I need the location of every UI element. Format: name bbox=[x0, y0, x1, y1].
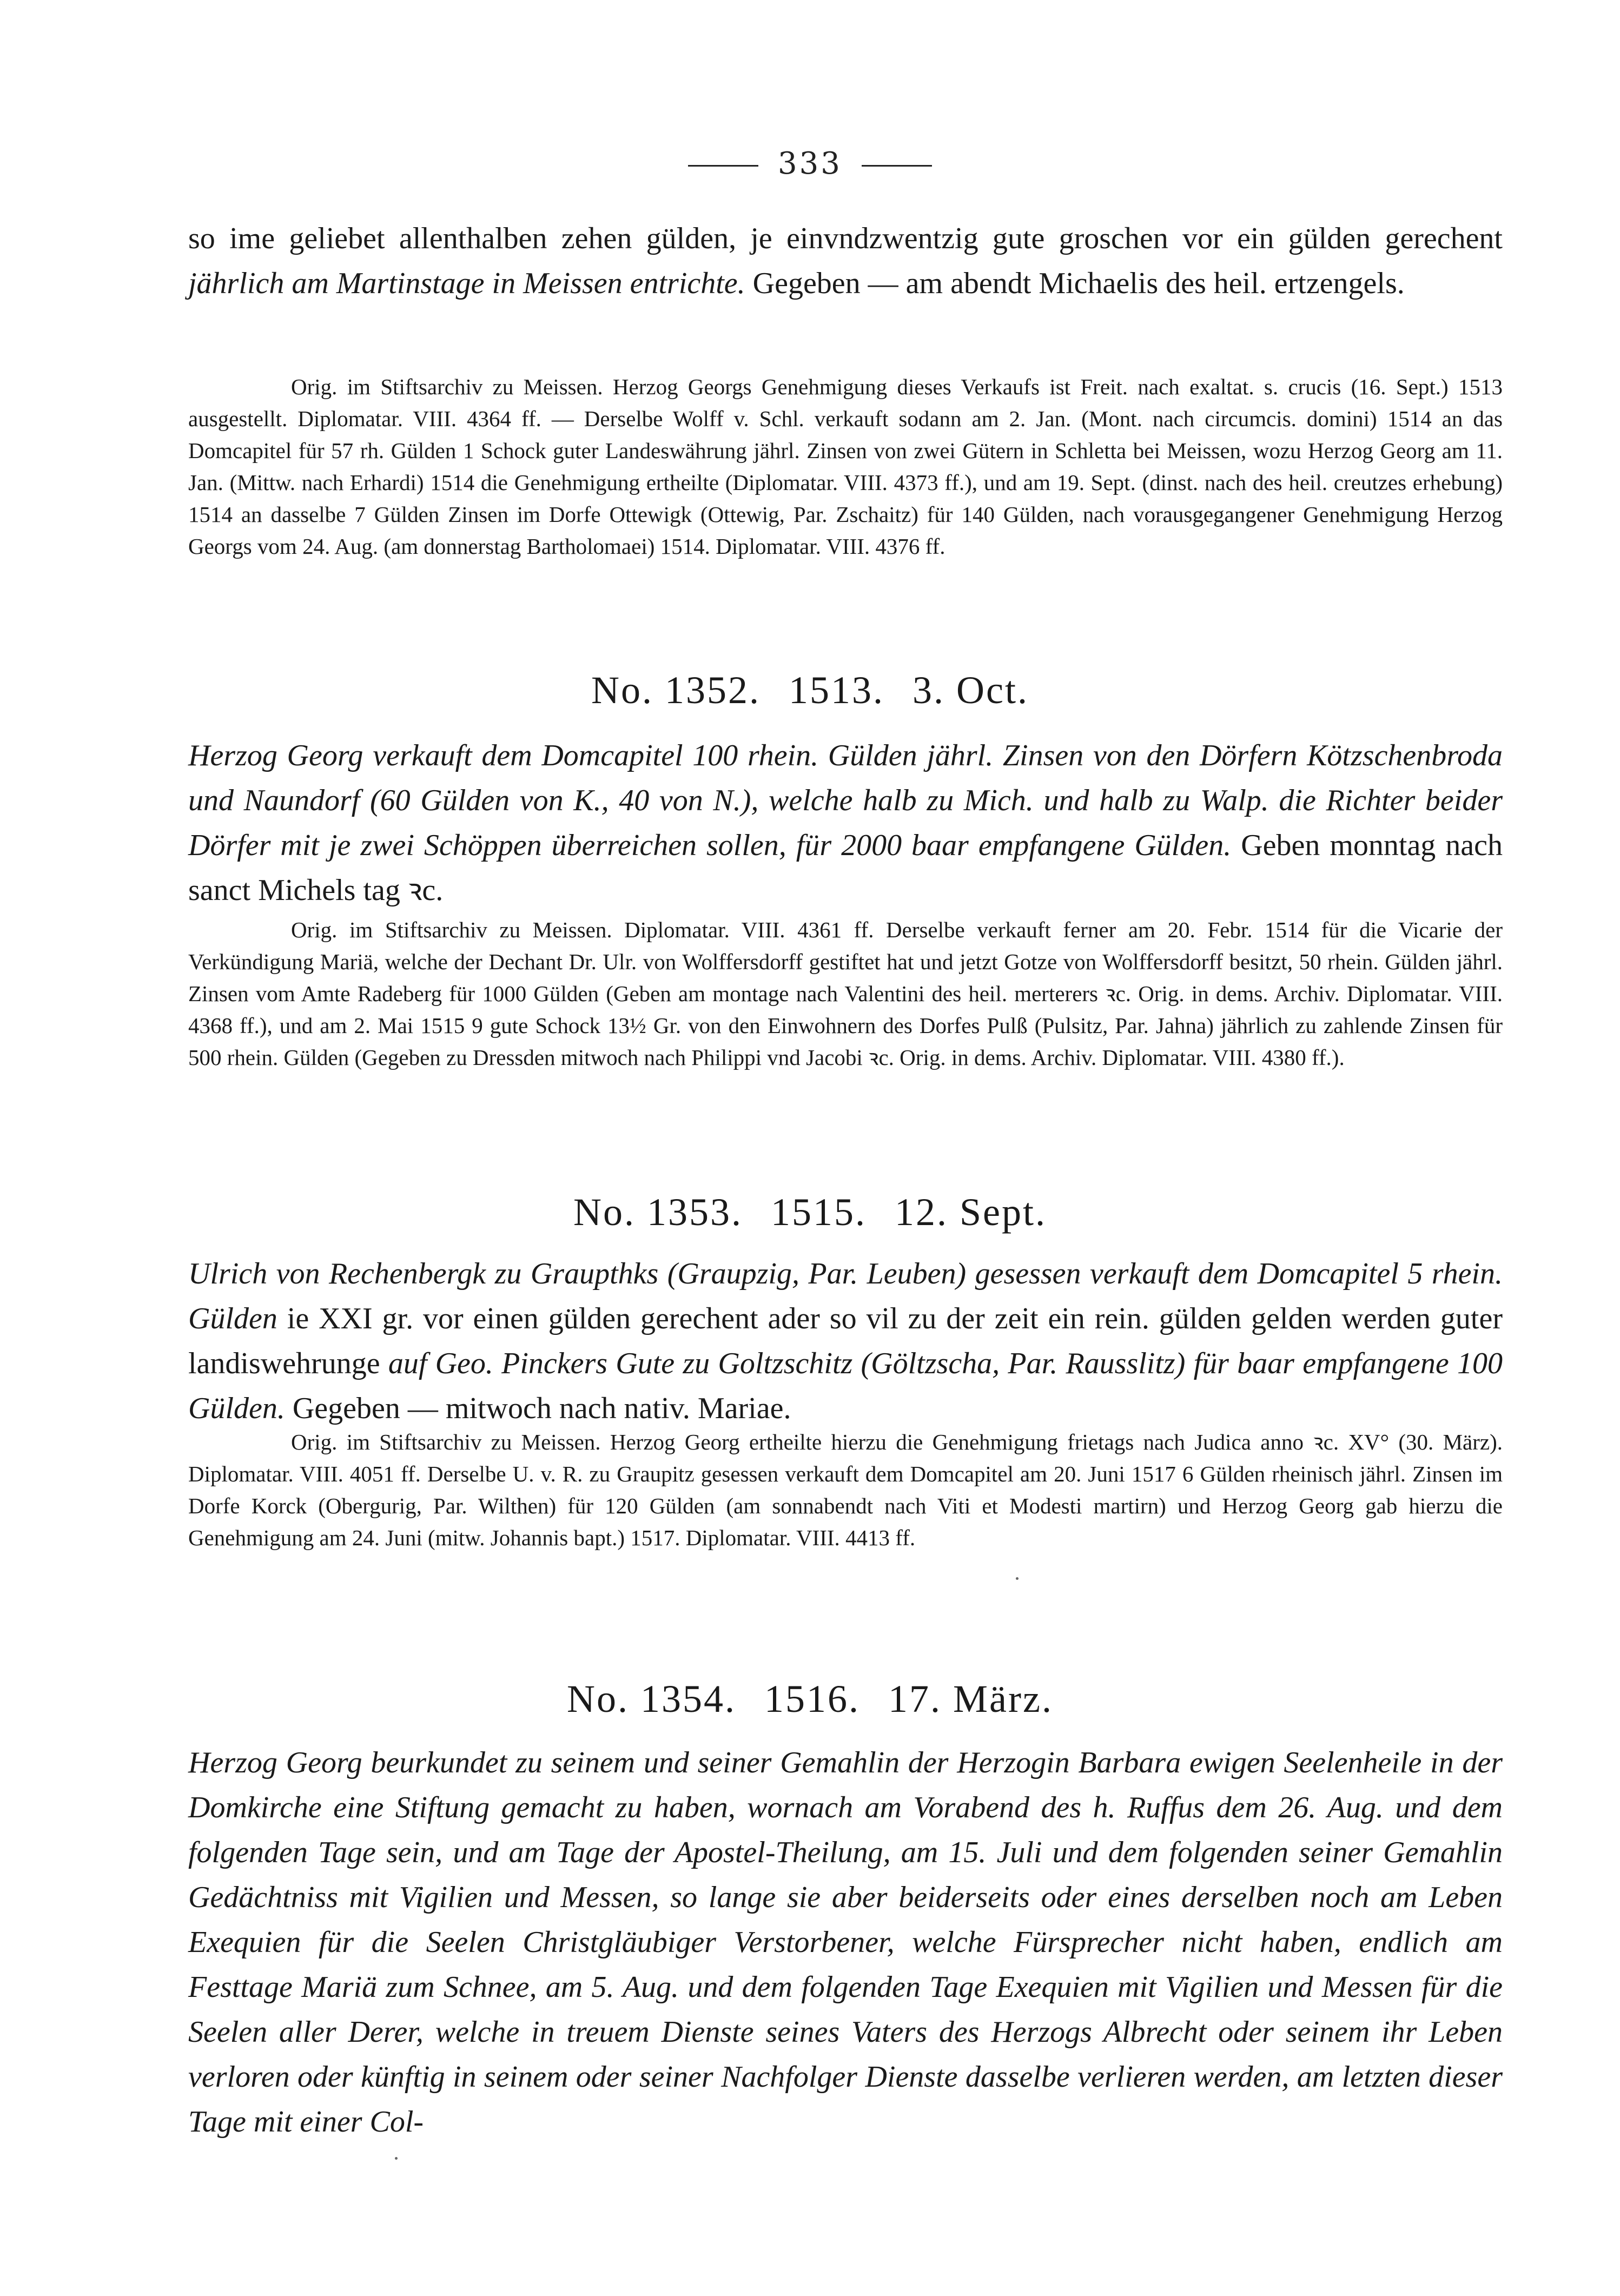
entry-note-1353 bbox=[188, 1426, 1503, 1554]
entry-regest-italic-2: auf Geo. Pinckers Gute zu Goltzschitz (Göltzscha, Par. Rausslitz) für baar empfangene 100 Gülden. bbox=[188, 1347, 1503, 1425]
page-number-dash-right bbox=[862, 165, 932, 167]
entry-note-text: Orig. im Stiftsarchiv zu Meissen. Diplomatar. VIII. 4361 ff. Derselbe verkauft ferner am 20. Febr. 1514 für die Vicarie der Verkündigung Mariä, welche der Dechant Dr. Ulr. von Wolffersdorff gestiftet hat und jetzt Gotze von Wolffersdorff besitzt, 50 rhein. Gülden jährl. Zinsen vom Amte Radeberg für 1000 Gülden (Geben am montage nach Valentini des heil. merterers ꝛc. Orig. in dems. Archiv. Diplomatar. VIII. 4368 ff.), und am 2. Mai 1515 9 gute Schock 13½ Gr. von den Einwohnern des Dorfes Pulß (Pulsitz, Par. Jahna) jährlich zu zahlende Zinsen für 500 rhein. Gülden (Gegeben zu Dressden mitwoch nach Philippi vnd Jacobi ꝛc. Orig. in dems. Archiv. Diplomatar. VIII. 4380 ff.). bbox=[188, 917, 1503, 1070]
entry-year: 1513. bbox=[789, 669, 885, 712]
entry-year: 1516. bbox=[764, 1677, 861, 1721]
intro-text-2: Gegeben — am abendt Michaelis des heil. ertzengels. bbox=[745, 267, 1405, 300]
entry-regest-italic: Ulrich von Rechenbergk zu Graupthks (Graupzig, Par. Leuben) gesessen verkauft dem Domcapitel 5 rhein. Gülden bbox=[188, 1257, 1503, 1335]
entry-regest-1352 bbox=[188, 733, 1503, 913]
entry-date: 17. März. bbox=[888, 1677, 1053, 1721]
entry-heading-1353 bbox=[0, 1190, 1620, 1235]
entry-note-text: Orig. im Stiftsarchiv zu Meissen. Herzog Georg ertheilte hierzu die Genehmigung frietags nach Judica anno ꝛc. XV° (30. März). Diplomatar. VIII. 4051 ff. Derselbe U. v. R. zu Graupitz gesessen verkauft dem Domcapitel am 20. Juni 1517 6 Gülden rheinisch jährl. Zinsen im Dorfe Korck (Obergurig, Par. Wilthen) für 120 Gülden (am sonnabendt nach Viti et Modesti martirn) und Herzog Georg gab hierzu die Genehmigung am 24. Juni (mitw. Johannis bapt.) 1517. Diplomatar. VIII. 4413 ff. bbox=[188, 1430, 1503, 1550]
intro-note bbox=[188, 371, 1503, 563]
scan-speck bbox=[395, 2157, 398, 2160]
entry-number: No. 1352. bbox=[591, 669, 761, 712]
page-number-dash-left bbox=[688, 165, 758, 167]
entry-regest-rest: Gegeben — mitwoch nach nativ. Mariae. bbox=[285, 1392, 791, 1425]
intro-note-text: Orig. im Stiftsarchiv zu Meissen. Herzog Georgs Genehmigung dieses Verkaufs ist Freit. nach exaltat. s. crucis (16. Sept.) 1513 ausgestellt. Diplomatar. VIII. 4364 ff. — Derselbe Wolff v. Schl. verkauft sodann am 2. Jan. (Mont. nach circumcis. domini) 1514 an das Domcapitel für 57 rh. Gülden 1 Schock guter Landeswährung jährl. Zinsen von zwei Gütern in Schletta bei Meissen, wozu Herzog Georg am 11. Jan. (Mittw. nach Erhardi) 1514 die Genehmigung ertheilte (Diplomatar. VIII. 4373 ff.), und am 19. Sept. (dinst. nach des heil. creutzes erhebung) 1514 an dasselbe 7 Gülden Zinsen im Dorfe Ottewigk (Ottewig, Par. Zschaitz) für 140 Gülden, nach vorausgegangener Genehmigung Herzog Georgs vom 24. Aug. (am donnerstag Bartholomaei) 1514. Diplomatar. VIII. 4376 ff. bbox=[188, 374, 1503, 559]
entry-regest-mid: ie XXI gr. vor einen gülden gerechent ader so vil zu der zeit ein rein. gülden gelden werden guter landiswehrunge bbox=[188, 1302, 1503, 1380]
entry-regest-1354 bbox=[188, 1741, 1503, 2145]
entry-heading-1354 bbox=[0, 1677, 1620, 1722]
intro-paragraph bbox=[188, 216, 1503, 306]
entry-number: No. 1353. bbox=[573, 1190, 743, 1234]
entry-number: No. 1354. bbox=[567, 1677, 737, 1721]
entry-heading-1352 bbox=[0, 668, 1620, 713]
entry-regest-italic: Herzog Georg verkauft dem Domcapitel 100 rhein. Gülden jährl. Zinsen von den Dörfern Kötzschenbroda und Naundorf (60 Gülden von K., 40 von N.), welche halb zu Mich. und halb zu Walp. die Richter beider Dörfer mit je zwei Schöppen überreichen sollen, für 2000 baar empfangene Gülden. bbox=[188, 739, 1503, 862]
entry-year: 1515. bbox=[770, 1190, 867, 1234]
entry-regest-1353 bbox=[188, 1252, 1503, 1431]
entry-regest-rest: Geben monntag nach sanct Michels tag ꝛc. bbox=[188, 829, 1503, 907]
intro-text-italic: jährlich am Martinstage in Meissen entrichte. bbox=[188, 267, 745, 300]
intro-text-1: so ime geliebet allenthalben zehen gülden, je einvndzwentzig gute groschen vor ein gülden gerechent bbox=[188, 222, 1503, 255]
page-number bbox=[0, 146, 1620, 181]
entry-date: 12. Sept. bbox=[894, 1190, 1047, 1234]
entry-note-1352 bbox=[188, 914, 1503, 1074]
entry-date: 3. Oct. bbox=[913, 669, 1029, 712]
page-number-value: 333 bbox=[778, 146, 842, 181]
entry-regest-italic: Herzog Georg beurkundet zu seinem und seiner Gemahlin der Herzogin Barbara ewigen Seelenheile in der Domkirche eine Stiftung gemacht zu haben, wornach am Vorabend des h. Ruffus dem 26. Aug. und dem folgenden Tage sein, und am Tage der Apostel-Theilung, am 15. Juli und dem folgenden seiner Gemahlin Gedächtniss mit Vigilien und Messen, so lange sie aber beiderseits oder eines derselben noch am Leben Exequien für die Seelen Christgläubiger Verstorbener, welche Fürsprecher nicht haben, endlich am Festtage Mariä zum Schnee, am 5. Aug. und dem folgenden Tage Exequien mit Vigilien und Messen für die Seelen aller Derer, welche in treuem Dienste seines Vaters des Herzogs Albrecht oder seinem ihr Leben verloren oder künftig in seinem oder seiner Nachfolger Dienste dasselbe verlieren werden, am letzten dieser Tage mit einer Col- bbox=[188, 1746, 1503, 2139]
scan-speck bbox=[1016, 1577, 1019, 1580]
